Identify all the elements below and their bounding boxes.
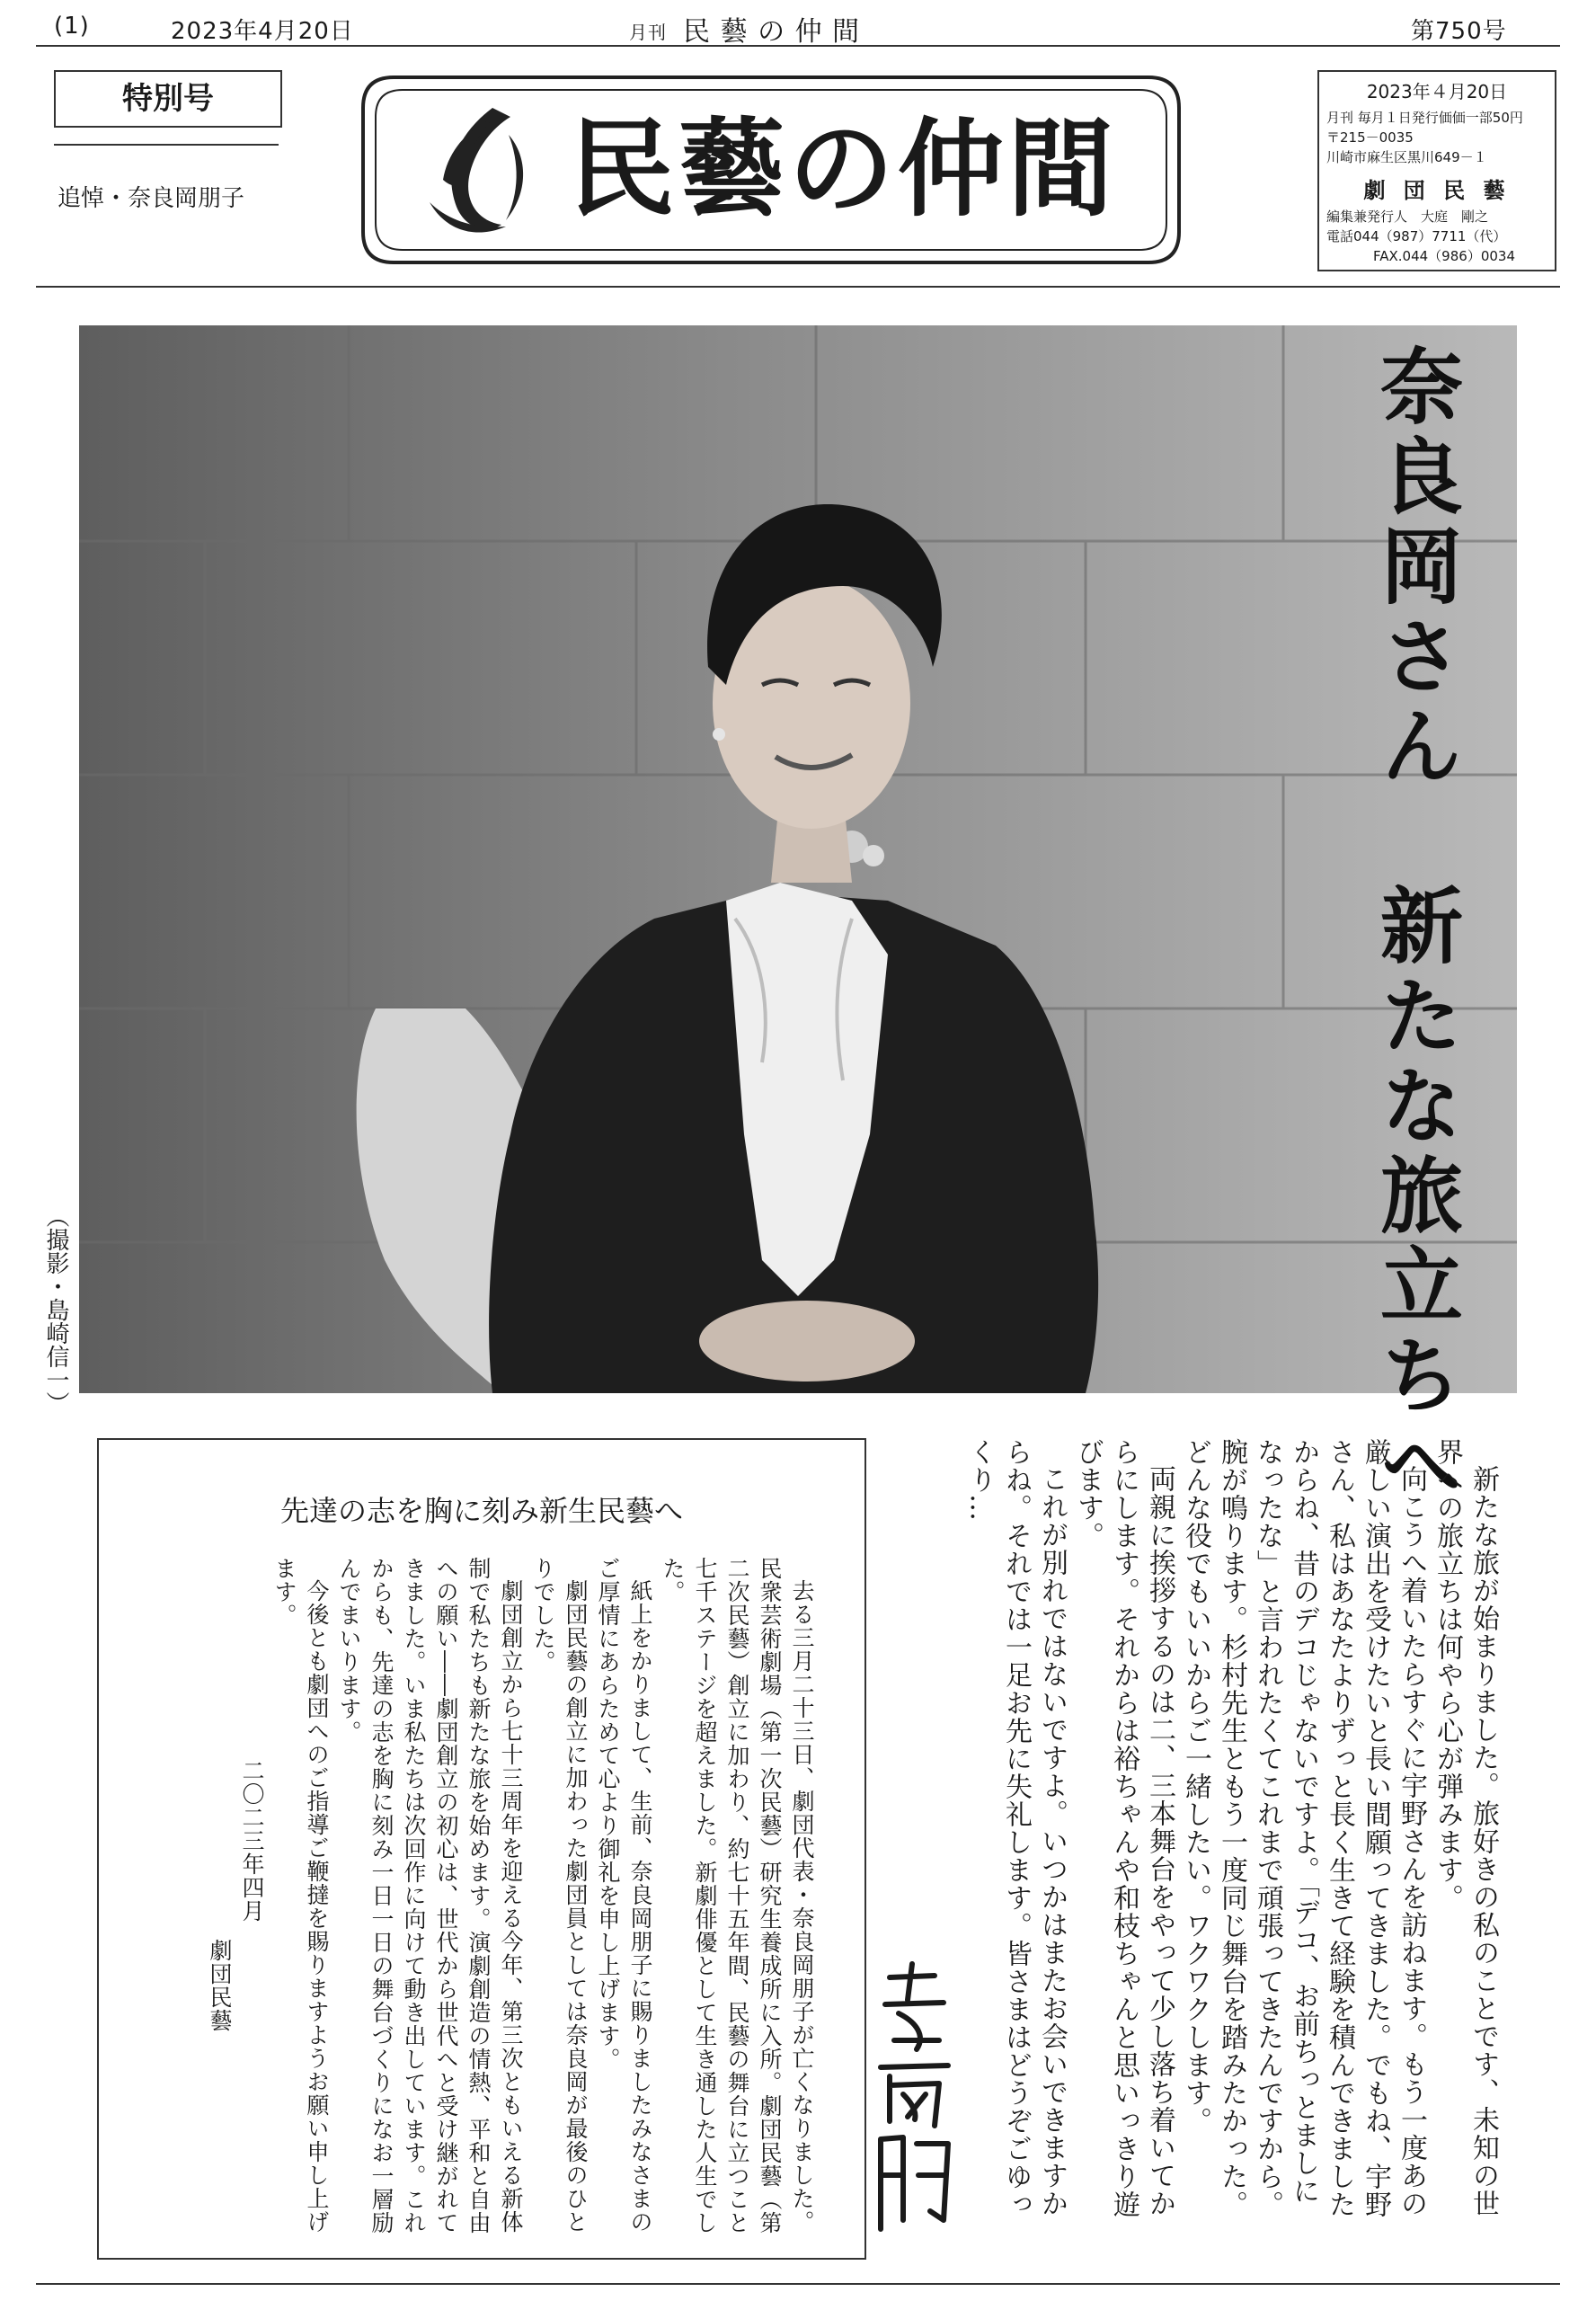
info-fax: FAX.044（986）0034 <box>1373 248 1515 264</box>
message-paragraph: 去る三月二十三日、劇団代表・奈良岡朋子が亡くなりました。民衆芸術劇場（第一次民藝）研究生養成所に入所。劇団民藝（第二次民藝）創立に加わり、約七十五年間、民藝の舞台に立つこと七千ステージを超えました。新劇俳優として生き通した人生でした。 <box>660 1557 815 2234</box>
page-number: (1) <box>54 13 90 40</box>
info-address: 川崎市麻生区黒川649－１ <box>1326 149 1487 165</box>
issue-date: 2023年4月20日 <box>171 18 354 45</box>
handwritten-signature <box>863 1959 962 2247</box>
message-paragraph: 紙上をかりまして、生前、奈良岡朋子に賜りましたみなさまのご厚情にあらためて心より御礼を申し上げます。 <box>595 1557 653 2234</box>
info-troupe: 劇 団 民 藝 <box>1363 178 1511 203</box>
signature-drawing <box>863 1959 962 2247</box>
troupe-logo-icon <box>430 108 523 233</box>
info-postal: 〒215－0035 <box>1326 129 1414 146</box>
publication-info-box <box>1317 70 1556 271</box>
portrait-illustration <box>79 325 1517 1393</box>
headline: 奈良岡さん 新たな旅立ちへ <box>1367 343 1464 1512</box>
photo-credit: （撮影・島崎信一） <box>42 1204 69 1415</box>
message-paragraph: 今後とも劇団へのご指導ご鞭撻を賜りますようお願い申し上げます。 <box>271 1557 330 2234</box>
info-editor: 編集兼発行人 大庭 剛之 <box>1326 209 1489 225</box>
message-signature: 劇団民藝 <box>207 1939 233 2032</box>
troupe-message-box <box>97 1438 866 2260</box>
farewell-paragraph: 向こうへ着いたらすぐに宇野さんを訪ねます。もう一度あの厳しい演出を受けたいと長い間願ってきました。でもね、宇野さん、私はあなたよりずっと長く生きて経験を積んできましたからね、昔のデコじゃないですよ。「デコ、お前ちっとましになったな」と言われたくてこれまで頑張ってきたんですから。腕が鳴ります。杉村先生ともう一度同じ舞台を踏みたかった。どんな役でもいいからご一緒したい。ワクワクします。 <box>1180 1438 1427 2218</box>
message-title: 先達の志を胸に刻み新生民藝へ <box>279 1494 683 1528</box>
message-date: 二〇二三年四月 <box>239 1759 265 1923</box>
portrait-photo <box>79 325 1517 1393</box>
divider <box>54 144 279 146</box>
farewell-paragraph: 新たな旅が始まりました。旅好きの私のことです、未知の世界への旅立ちは何やら心が弾みます。 <box>1432 1438 1499 2217</box>
farewell-message <box>944 1438 1501 2229</box>
special-issue-label: 特別号 <box>122 81 214 117</box>
info-publication: 月刊 毎月１日発行価価一部50円 <box>1326 110 1523 126</box>
farewell-paragraph: 両親に挨拶するのは二、三本舞台をやって少し落ち着いてからにします。それからは裕ちゃんや和枝ちゃんと思いっきり遊びます。 <box>1072 1438 1175 2218</box>
paper-label-small: 月刊 <box>629 22 667 43</box>
masthead-title: 民藝の仲間 <box>568 106 1117 231</box>
issue-number: 第750号 <box>1411 18 1507 45</box>
info-date: 2023年４月20日 <box>1366 81 1508 102</box>
message-body <box>153 1557 818 2240</box>
masthead <box>358 72 1184 268</box>
special-issue-box <box>54 70 282 128</box>
farewell-paragraph: これが別れではないですよ。いつかはまたお会いできますからね。それでは一足お先に失礼します。皆さまはどうぞごゆっくり… <box>964 1438 1068 2218</box>
paper-name: 民 藝 の 仲 間 <box>683 16 861 48</box>
info-tel: 電話044（987）7711（代） <box>1326 228 1507 244</box>
message-paragraph: 劇団民藝の創立に加わった劇団員としては奈良岡が最後のひとりでした。 <box>530 1557 589 2234</box>
bottom-rule <box>36 2283 1560 2285</box>
top-rule <box>36 45 1560 47</box>
memorial-caption: 追悼・奈良岡朋子 <box>58 185 245 212</box>
message-paragraph: 劇団創立から七十三周年を迎える今年、第三次ともいえる新体制で私たちも新たな旅を始めます。演劇創造の情熱、平和と自由への願い――劇団創立の初心は、世代から世代へと受け継がれてきました。いま私たちは次回作に向けて動き出しています。これからも、先達の志を胸に刻み一日一日の舞台づくりになお一層励んでまいります。 <box>336 1557 524 2234</box>
masthead-rule <box>36 286 1560 288</box>
